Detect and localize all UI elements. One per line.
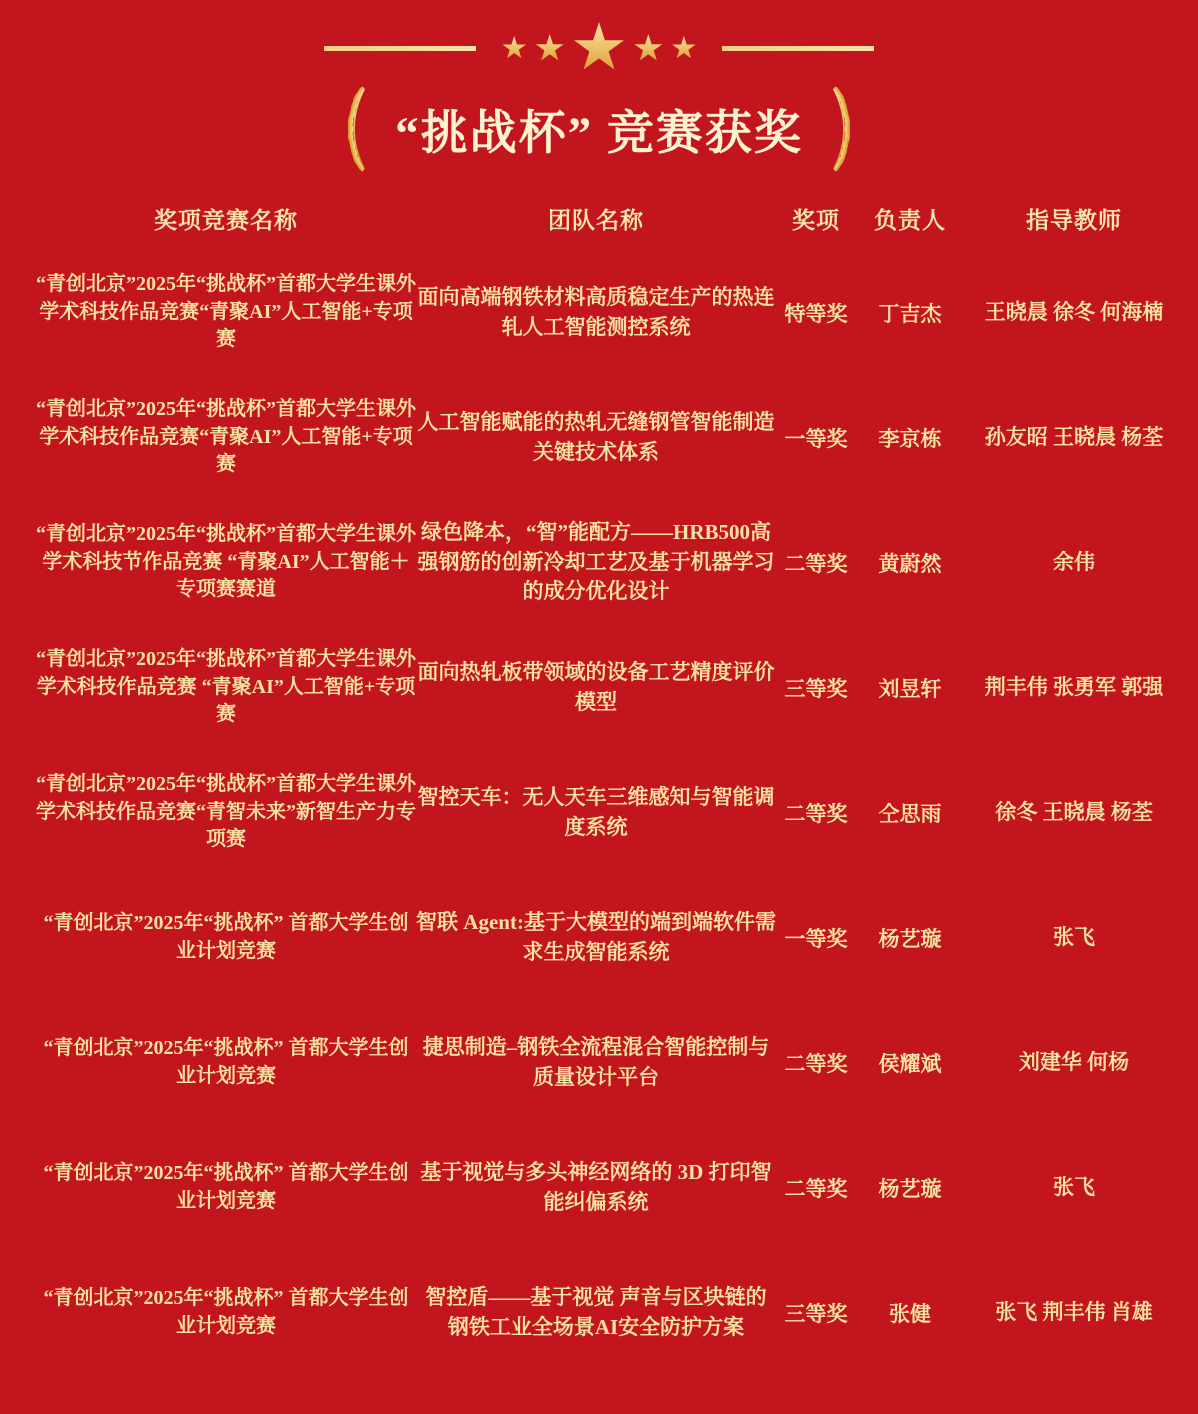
star-icon: ★ — [573, 15, 625, 80]
team-name: 面向热轧板带领域的设备工艺精度评价模型 — [417, 659, 775, 714]
laurel-right-icon — [823, 86, 865, 172]
award-level: 三等奖 — [784, 1301, 848, 1326]
team-name: 基于视觉与多头神经网络的 3D 打印智能纠偏系统 — [420, 1159, 772, 1214]
table-row — [36, 1125, 1184, 1250]
advisor-names: 徐冬 王晓晨 杨荃 — [995, 799, 1153, 824]
table-row — [36, 1250, 1184, 1375]
star-icon: ★ — [671, 32, 696, 63]
table-row — [36, 875, 1184, 1000]
advisor-names: 刘建华 何杨 — [1018, 1049, 1130, 1074]
leader-name: 杨艺璇 — [878, 926, 942, 951]
column-header-leader: 负责人 — [874, 207, 946, 233]
right-rule — [722, 46, 874, 51]
title-block — [0, 84, 1198, 174]
star-banner — [0, 0, 1198, 80]
advisor-names: 余伟 — [1053, 549, 1095, 574]
advisor-names: 孙友昭 王晓晨 杨荃 — [984, 424, 1164, 449]
award-level: 特等奖 — [784, 301, 848, 326]
team-name: 智联 Agent:基于大模型的端到端软件需求生成智能系统 — [416, 909, 776, 964]
competition-name: “青创北京”2025年“挑战杯”首都大学生课外学术科技作品竞赛 “青聚AI”人工智能+专项赛 — [36, 648, 416, 726]
star-icon: ★ — [634, 30, 663, 66]
leader-name: 李京栋 — [878, 426, 942, 451]
advisor-names: 王晓晨 徐冬 何海楠 — [984, 299, 1164, 324]
leader-name: 仝思雨 — [878, 801, 942, 826]
competition-name: “青创北京”2025年“挑战杯” 首都大学生创业计划竞赛 — [43, 1161, 409, 1212]
column-header-advisors: 指导教师 — [1026, 207, 1122, 233]
laurel-left-icon — [333, 86, 375, 172]
star-icon: ★ — [535, 30, 564, 66]
column-header-competition: 奖项竞赛名称 — [154, 207, 298, 233]
advisor-names: 张飞 — [1053, 924, 1095, 949]
award-level: 一等奖 — [784, 926, 848, 951]
table-row — [36, 375, 1184, 500]
awards-table — [0, 186, 1198, 1375]
team-name: 面向高端钢铁材料高质稳定生产的热连轧人工智能测控系统 — [417, 284, 775, 339]
competition-name: “青创北京”2025年“挑战杯”首都大学生课外学术科技作品竞赛“青聚AI”人工智能+专项赛 — [36, 398, 416, 476]
team-name: 人工智能赋能的热轧无缝钢管智能制造关键技术体系 — [417, 409, 775, 464]
column-header-team: 团队名称 — [548, 207, 644, 233]
leader-name: 侯耀斌 — [878, 1051, 942, 1076]
competition-name: “青创北京”2025年“挑战杯”首都大学生课外学术科技作品竞赛“青聚AI”人工智能+专项赛 — [36, 273, 416, 351]
advisor-names: 张飞 荆丰伟 肖雄 — [995, 1299, 1153, 1324]
team-name: 智控天车：无人天车三维感知与智能调度系统 — [417, 784, 775, 839]
star-icon: ★ — [502, 32, 527, 63]
table-row — [36, 250, 1184, 375]
leader-name: 刘昱轩 — [878, 676, 942, 701]
award-level: 三等奖 — [784, 676, 848, 701]
advisor-names: 荆丰伟 张勇军 郭强 — [984, 674, 1164, 699]
page-title: “挑战杯” 竞赛获奖 — [395, 107, 803, 160]
table-row — [36, 1000, 1184, 1125]
team-name: 绿色降本，“智”能配方——HRB500高强钢筋的创新冷却工艺及基于机器学习的成分优化设计 — [417, 519, 775, 604]
leader-name: 丁吉杰 — [878, 301, 942, 326]
competition-name: “青创北京”2025年“挑战杯” 首都大学生创业计划竞赛 — [43, 911, 409, 962]
column-header-award: 奖项 — [792, 207, 840, 233]
leader-name: 杨艺璇 — [878, 1176, 942, 1201]
leader-name: 张健 — [889, 1301, 931, 1326]
table-row — [36, 750, 1184, 875]
award-level: 一等奖 — [784, 426, 848, 451]
award-level: 二等奖 — [784, 551, 848, 576]
leader-name: 黄蔚然 — [878, 551, 942, 576]
left-rule — [324, 46, 476, 51]
competition-name: “青创北京”2025年“挑战杯”首都大学生课外学术科技节作品竞赛 “青聚AI”人工智能＋专项赛赛道 — [36, 523, 416, 601]
award-level: 二等奖 — [784, 1051, 848, 1076]
team-name: 智控盾——基于视觉 声音与区块链的钢铁工业全场景AI安全防护方案 — [425, 1284, 767, 1339]
advisor-names: 张飞 — [1053, 1174, 1095, 1199]
awards-table-body — [36, 250, 1184, 1375]
award-level: 二等奖 — [784, 1176, 848, 1201]
table-header-row — [36, 186, 1184, 250]
competition-name: “青创北京”2025年“挑战杯” 首都大学生创业计划竞赛 — [43, 1286, 409, 1337]
competition-name: “青创北京”2025年“挑战杯” 首都大学生创业计划竞赛 — [43, 1036, 409, 1087]
competition-name: “青创北京”2025年“挑战杯”首都大学生课外学术科技作品竞赛“青智未来”新智生产力专项赛 — [36, 773, 416, 851]
table-row — [36, 625, 1184, 750]
award-level: 二等奖 — [784, 801, 848, 826]
team-name: 捷思制造–钢铁全流程混合智能控制与质量设计平台 — [422, 1034, 770, 1089]
star-group — [502, 15, 696, 80]
table-row — [36, 500, 1184, 625]
